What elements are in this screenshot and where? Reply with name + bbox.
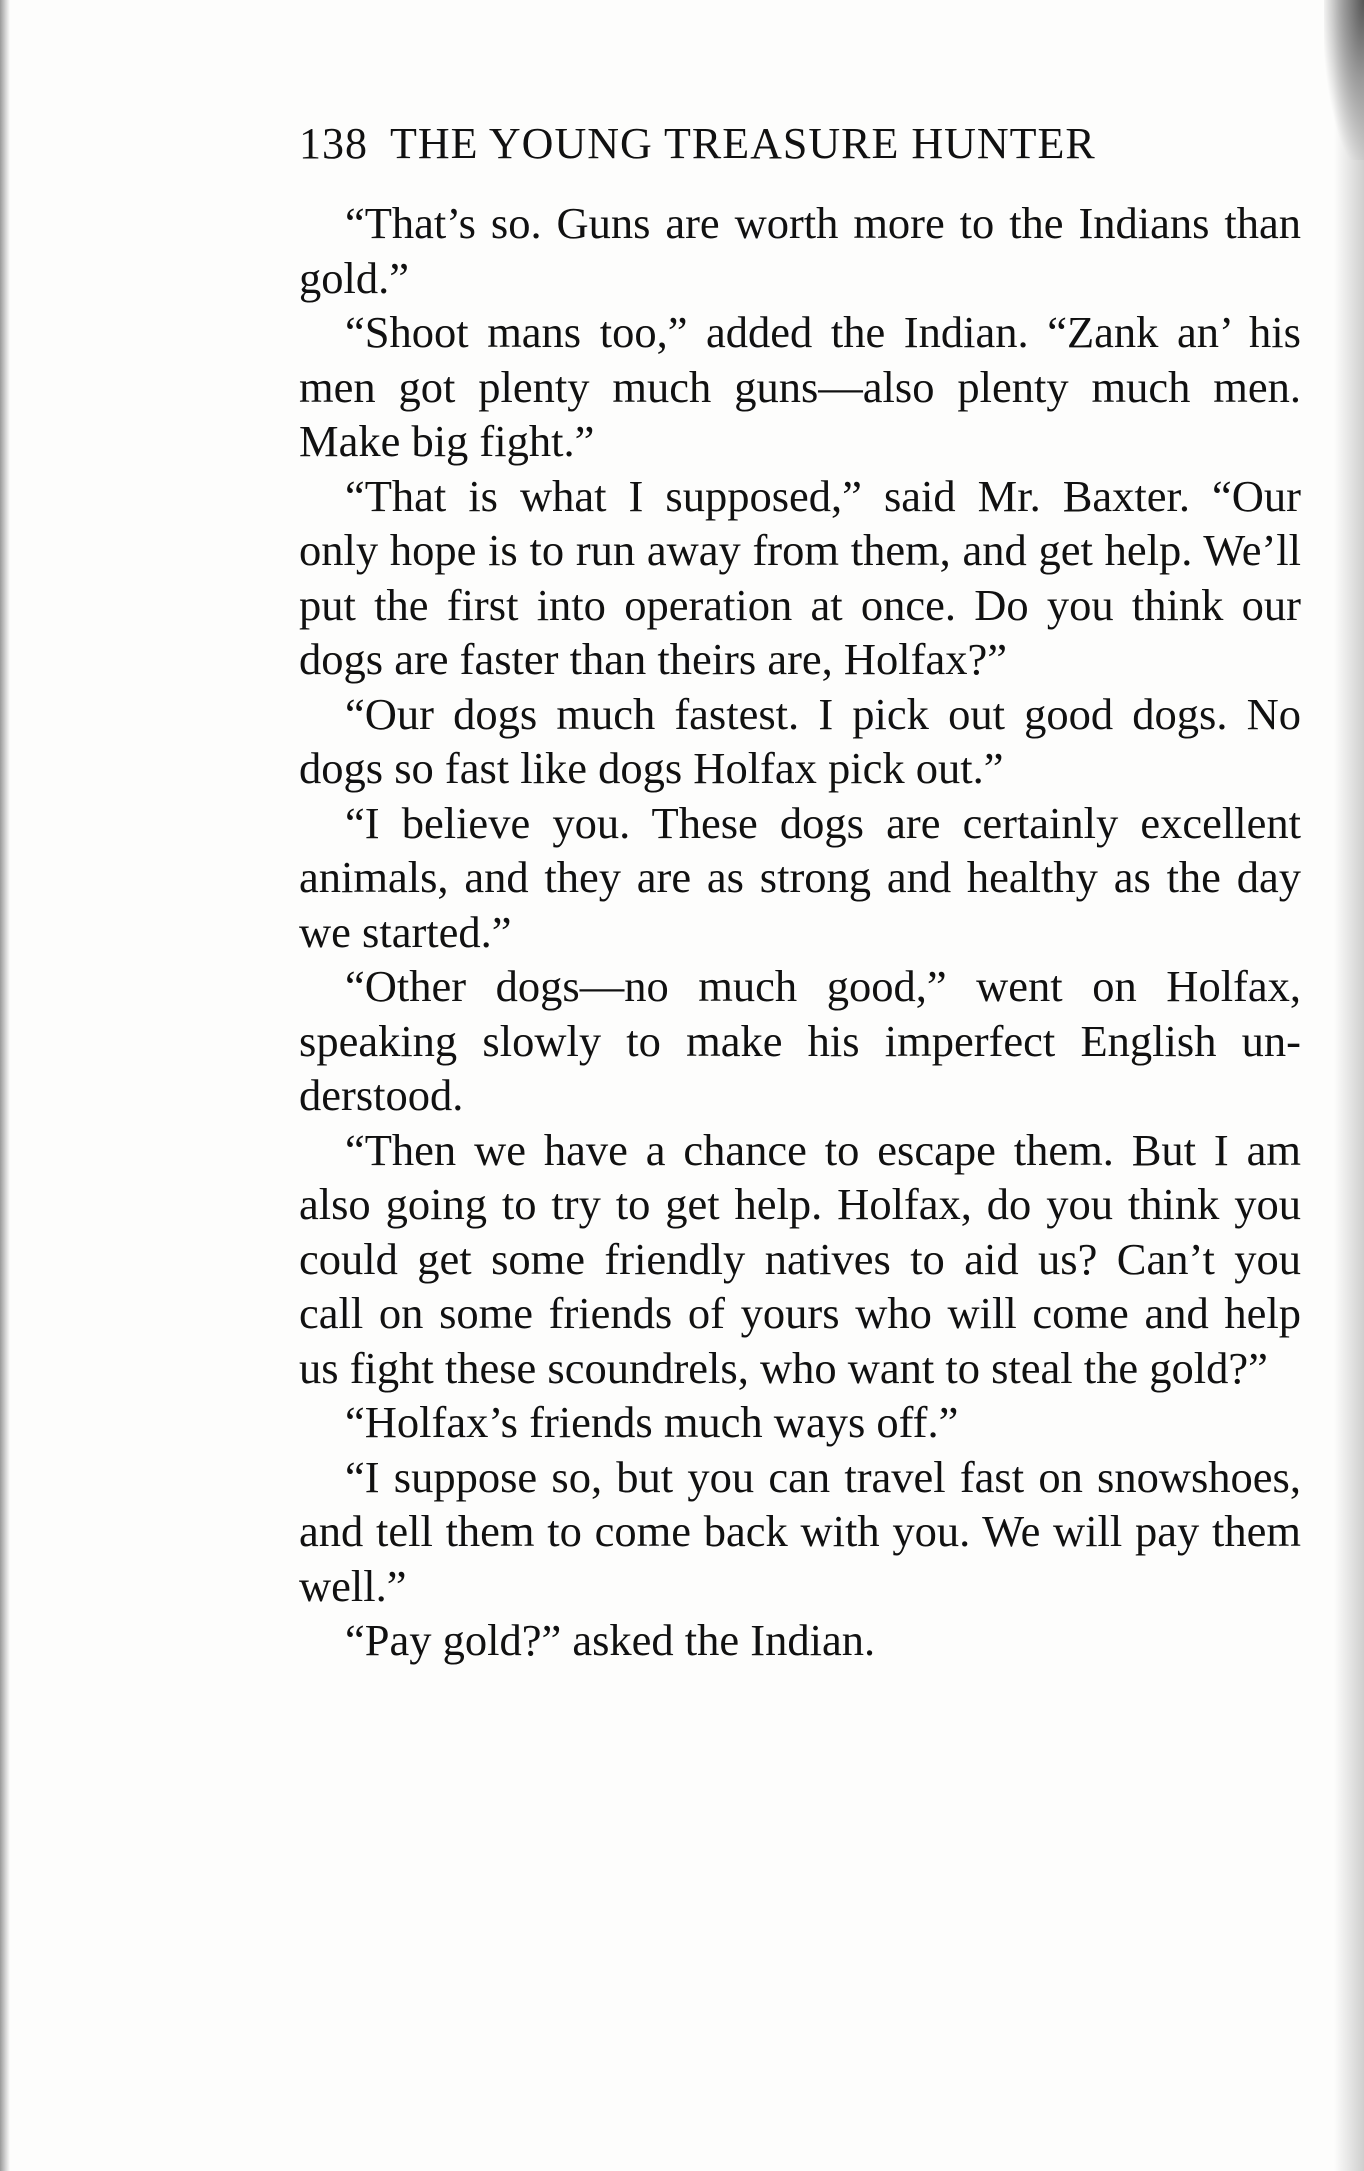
running-title: THE YOUNG TREASURE HUNTER [390, 119, 1096, 168]
paragraph: “Shoot mans too,” added the Indian. “Zank an’ his men got plenty much guns—also plenty much men. Make big fight.” [299, 307, 1301, 466]
paragraph: “That is what I supposed,” said Mr. Baxter. “Our only hope is to run away from them, and get help. We’ll put the first into operation at once. Do you think our dogs are faster than theirs are, Holfax?” [299, 470, 1301, 684]
paragraph: “Then we have a chance to escape them. But I am also going to try to get help. Holfax, do you think you could get some friendly natives to aid us? Can’t you call on some friends of yours who will come and help us fight these scoundrels, who want to steal the gold?” [299, 1124, 1301, 1393]
page-binding-shadow [0, 0, 10, 2171]
body-text [299, 196, 1301, 1668]
paragraph: “I suppose so, but you can travel fast on snowshoes, and tell them to come back with you. We will pay them well.” [299, 1451, 1301, 1611]
running-header [299, 118, 1209, 178]
paragraph: “Other dogs—no much good,” went on Holfax, speaking slowly to make his imperfect English understood. [299, 961, 1301, 1120]
page-corner-wear [1324, 0, 1364, 160]
page-number: 138 [299, 119, 368, 168]
paragraph: “Our dogs much fastest. I pick out good dogs. No dogs so fast like dogs Holfax pick out.” [299, 688, 1301, 793]
paragraph: “Holfax’s friends much ways off.” [345, 1397, 959, 1447]
page-edge-shadow [1334, 0, 1364, 2171]
paragraph: “I believe you. These dogs are certainly excellent animals, and they are as strong and healthy as the day we started.” [299, 797, 1301, 957]
paragraph: “Pay gold?” asked the Indian. [345, 1615, 876, 1665]
paragraph: “That’s so. Guns are worth more to the Indians than gold.” [299, 198, 1301, 303]
